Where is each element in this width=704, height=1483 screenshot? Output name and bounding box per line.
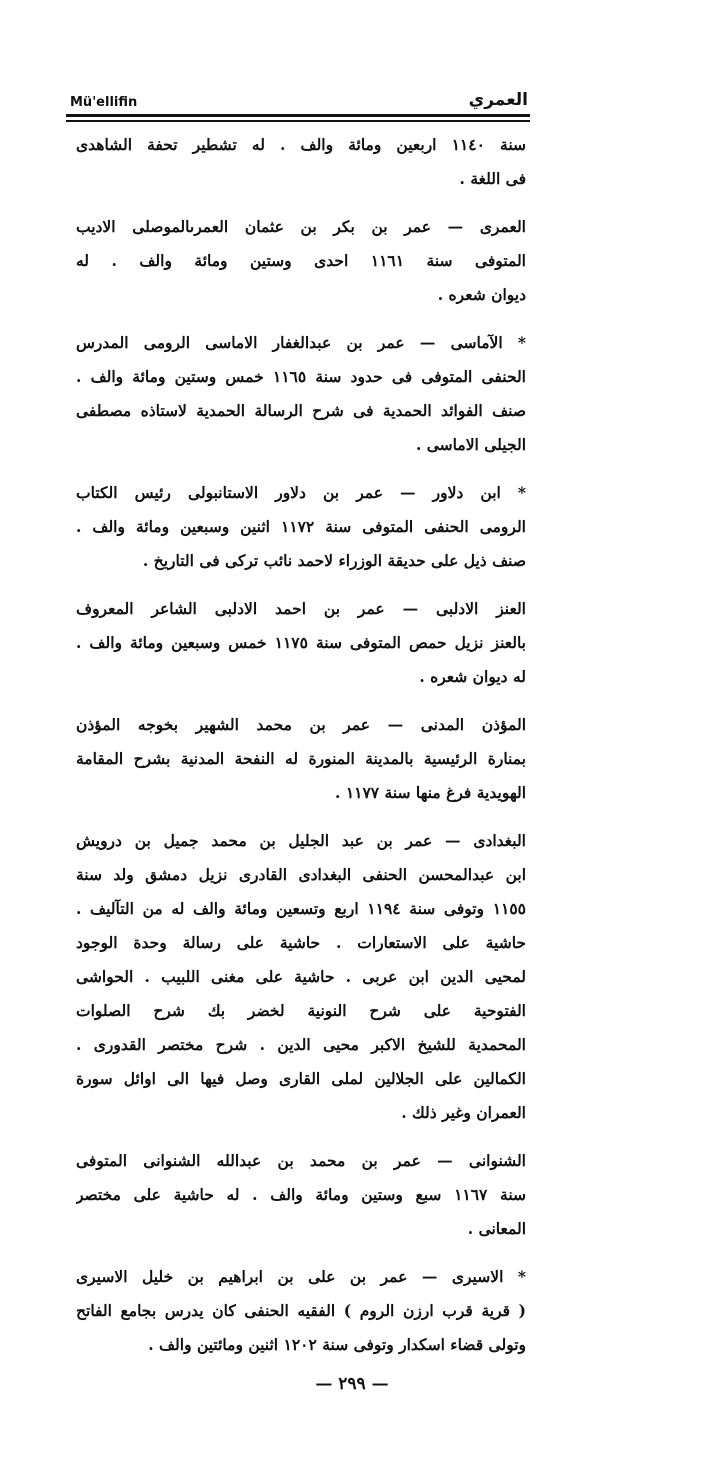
entry-line: حاشية على الاستعارات . حاشية على رسالة وحدة الوجود: [76, 933, 526, 952]
entry-line: بمنارة الرئيسية بالمدينة المنورة له النفحة المدنية بشرح المقامة: [76, 749, 526, 768]
header-rule-thin: [66, 120, 530, 122]
page-number: — ٢٩٩ —: [315, 1374, 389, 1394]
entry-line: ١١٥٥ وتوفى سنة ١١٩٤ اربع وتسعين ومائة والف له من التآليف .: [76, 899, 526, 918]
entry-line: المحمدية للشيخ الاكبر محيى الدين . شرح مختصر القدورى .: [76, 1035, 526, 1054]
entry-line: له ديوان شعره .: [419, 667, 526, 686]
header-book-title: Mü'ellifin: [70, 95, 138, 110]
entry-line: الكمالين على الجلالين لملى القارى وصل فيها الى اوائل سورة: [76, 1069, 526, 1088]
entry-line: سنة ١١٤٠ اربعين ومائة والف . له تشطير تحفة الشاهدى: [76, 135, 526, 154]
entry-line: * الاسيرى — عمر بن على بن ابراهيم بن خليل الاسيرى: [76, 1267, 526, 1286]
entry-line: المؤذن المدنى — عمر بن محمد الشهير بخوجه المؤذن: [76, 715, 526, 734]
entry-gap: [76, 578, 526, 592]
entry-gap: [76, 1246, 526, 1260]
entry-line: صنف ذيل على حديقة الوزراء لاحمد نائب تركى فى التاريخ .: [142, 551, 526, 570]
entry-gap: [76, 1130, 526, 1144]
entry-line: لمحيى الدين ابن عربى . حاشية على مغنى اللبيب . الحواشى: [76, 967, 526, 986]
entry-line: المتوفى سنة ١١٦١ احدى وستين ومائة والف . له: [76, 251, 526, 270]
entry-gap: [76, 312, 526, 326]
entry-line: ( قرية قرب ارزن الروم ) الفقيه الحنفى كان يدرس بجامع الفاتح: [76, 1301, 526, 1320]
entry-line: العنز الادلبى — عمر بن احمد الادلبى الشاعر المعروف: [76, 599, 526, 618]
biography-entry: [76, 1260, 526, 1362]
entry-line: الرومى الحنفى المتوفى سنة ١١٧٢ اثنين وسبعين ومائة والف .: [76, 517, 526, 536]
entry-line: البغدادى — عمر بن عبد الجليل بن محمد جميل بن درويش: [76, 831, 526, 850]
entry-line: الفتوحية على شرح النونية لخضر بك شرح الصلوات: [76, 1001, 526, 1020]
entry-line: الهويدية فرغ منها سنة ١١٧٧ .: [335, 783, 526, 802]
entry-line: سنة ١١٦٧ سبع وستين ومائة والف . له حاشية على مختصر: [76, 1185, 526, 1204]
entry-line: بالعنز نزيل حمص المتوفى سنة ١١٧٥ خمس وسبعين ومائة والف .: [76, 633, 526, 652]
running-header: [70, 84, 528, 110]
biography-entry: [76, 1144, 526, 1246]
entry-line: * ابن دلاور — عمر بن دلاور الاستانبولى رئيس الكتاب: [76, 483, 526, 502]
entry-line: الجيلى الاماسى .: [415, 435, 526, 454]
entry-gap: [76, 462, 526, 476]
entry-line: العمرى — عمر بن بكر بن عثمان العمرىالموصلى الاديب: [76, 217, 526, 236]
entry-line: ديوان شعره .: [437, 285, 526, 304]
entry-line: وتولى قضاء اسكدار وتوفى سنة ١٢٠٢ اثنين ومائتين والف .: [148, 1335, 526, 1354]
biography-entry: [76, 708, 526, 810]
entry-line: * الآماسى — عمر بن عبدالغفار الاماسى الرومى المدرس: [76, 333, 526, 352]
biography-entry: [76, 592, 526, 694]
biography-entry: [76, 128, 526, 196]
entry-line: العمران وغير ذلك .: [401, 1103, 526, 1122]
biography-entry: [76, 210, 526, 312]
entry-gap: [76, 196, 526, 210]
entry-line: ابن عبدالمحسن الحنفى البغدادى القادرى نزيل دمشق ولد سنة: [76, 865, 526, 884]
entry-line: الشنوانى — عمر بن محمد بن عبدالله الشنوانى المتوفى: [76, 1151, 526, 1170]
header-rule-thick: [66, 114, 530, 117]
header-section-title: العمري: [468, 90, 528, 110]
biography-entry: [76, 476, 526, 578]
biography-entry: [76, 824, 526, 1130]
biography-entry: [76, 326, 526, 462]
entry-gap: [76, 694, 526, 708]
entry-line: صنف الفوائد الحمدية فى شرح الرسالة الحمدية لاستاذه مصطفى: [76, 401, 526, 420]
entry-line: الحنفى المتوفى فى حدود سنة ١١٦٥ خمس وستين ومائة والف .: [76, 367, 526, 386]
entry-gap: [76, 810, 526, 824]
entries-body: [76, 128, 526, 1362]
entry-line: المعانى .: [467, 1219, 526, 1238]
entry-line: فى اللغة .: [459, 169, 526, 188]
